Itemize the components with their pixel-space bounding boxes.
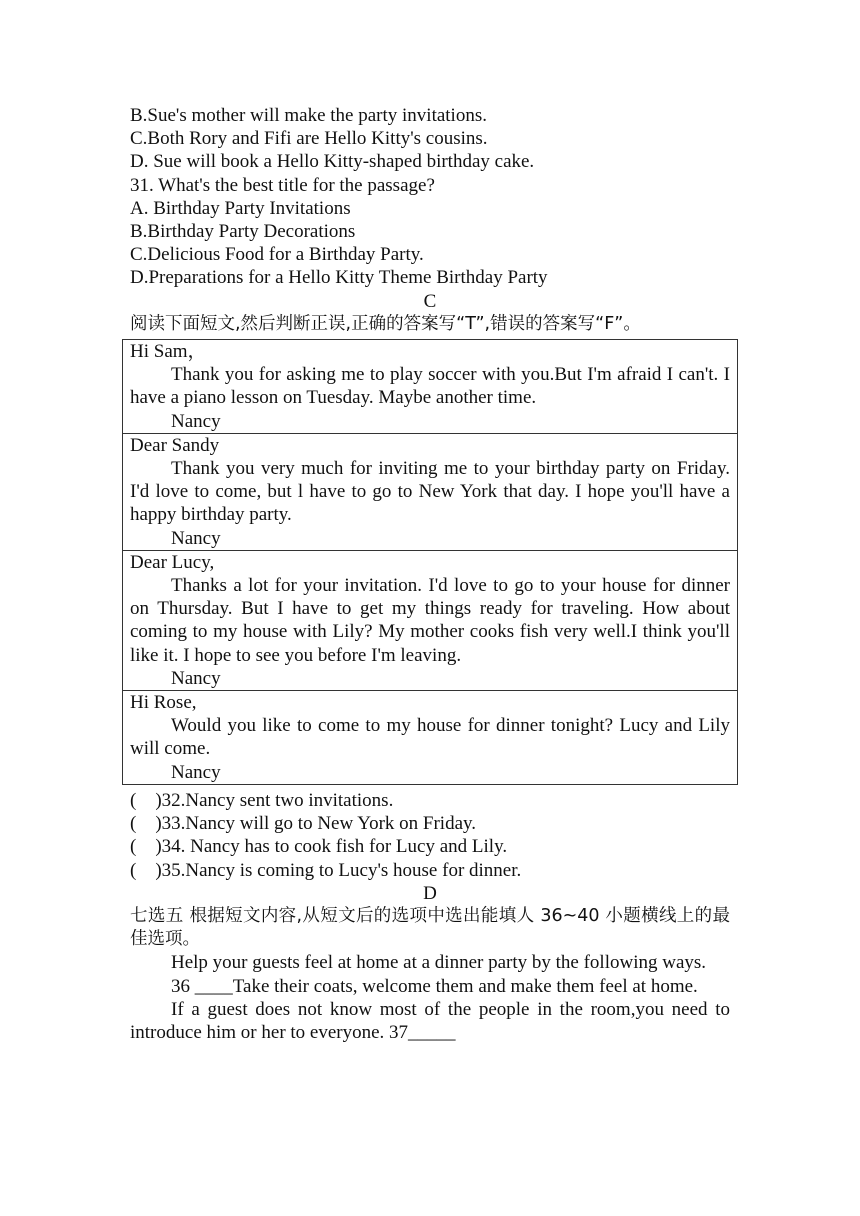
letter-body: Would you like to come to my house for dinner tonight? Lucy and Lily will come.: [130, 715, 730, 760]
section-c-instruction: 阅读下面短文,然后判断正误,正确的答案写“T”,错误的答案写“F”。: [130, 313, 641, 334]
q31-option-d: D.Preparations for a Hello Kitty Theme Birthday Party: [130, 267, 548, 289]
letter-row: [123, 691, 738, 785]
letter-greeting: Hi Rose,: [130, 692, 197, 714]
letter-row: [123, 433, 738, 550]
letter-row: [123, 340, 738, 434]
paragraph: Help your guests feel at home at a dinner party by the following ways.: [171, 952, 707, 974]
paragraph: If a guest does not know most of the people in the room,you need to introduce him or her to everyone. 37_____: [130, 998, 730, 1043]
option-b: B.Sue's mother will make the party invitations.: [130, 105, 487, 126]
statement-32: ( )32.Nancy sent two invitations.: [130, 790, 394, 811]
option-c: C.Both Rory and Fifi are Hello Kitty's cousins.: [130, 128, 488, 150]
option-d: D. Sue will book a Hello Kitty-shaped birthday cake.: [130, 151, 535, 173]
letter-greeting: Hi Sam，: [130, 341, 207, 362]
question-31: 31. What's the best title for the passage?: [130, 174, 435, 196]
letter-body: Thank you for asking me to play soccer with you.But I'm afraid I can't. I have a piano lesson on Tuesday. Maybe another time.: [130, 364, 730, 409]
section-d-heading: D: [423, 882, 437, 904]
paragraph: 36 ____Take their coats, welcome them and make them feel at home.: [171, 975, 698, 997]
letters-table: [122, 339, 738, 785]
q31-option-b: B.Birthday Party Decorations: [130, 220, 356, 242]
statement-35: ( )35.Nancy is coming to Lucy's house for dinner.: [130, 859, 522, 881]
letter-signature: Nancy: [171, 410, 221, 432]
letter-greeting: Dear Lucy,: [130, 551, 215, 573]
letter-greeting: Dear Sandy: [130, 434, 220, 456]
letter-signature: Nancy: [171, 761, 221, 783]
document-page: [130, 104, 730, 336]
q31-option-c: C.Delicious Food for a Birthday Party.: [130, 244, 424, 266]
letter-body: Thanks a lot for your invitation. I'd love to go to your house for dinner on Thursday. But I have to get my things ready for traveling. How about coming to my house with Lily? My mother cooks fish very well.I think you'll like it. I hope to see you before I'm leaving.: [130, 575, 730, 666]
letter-cell: [123, 550, 738, 690]
letter-signature: Nancy: [171, 527, 221, 549]
statement-34: ( )34. Nancy has to cook fish for Lucy and Lily.: [130, 836, 508, 858]
section-c-heading: C: [423, 290, 437, 312]
letter-signature: Nancy: [171, 667, 221, 689]
after-table: [130, 789, 730, 1044]
letter-body: Thank you very much for inviting me to your birthday party on Friday. I'd love to come, but l have to go to New York that day. I hope you'll have a happy birthday party.: [130, 458, 730, 526]
letter-cell: [123, 691, 738, 785]
letter-cell: [123, 433, 738, 550]
section-d-instruction: 七选五 根据短文内容,从短文后的选项中选出能填人 36~40 小题横线上的最佳选项。: [130, 905, 730, 950]
q31-option-a: A. Birthday Party Invitations: [130, 197, 351, 219]
letter-row: [123, 550, 738, 690]
letter-cell: [123, 340, 738, 434]
statement-33: ( )33.Nancy will go to New York on Friday.: [130, 813, 477, 835]
